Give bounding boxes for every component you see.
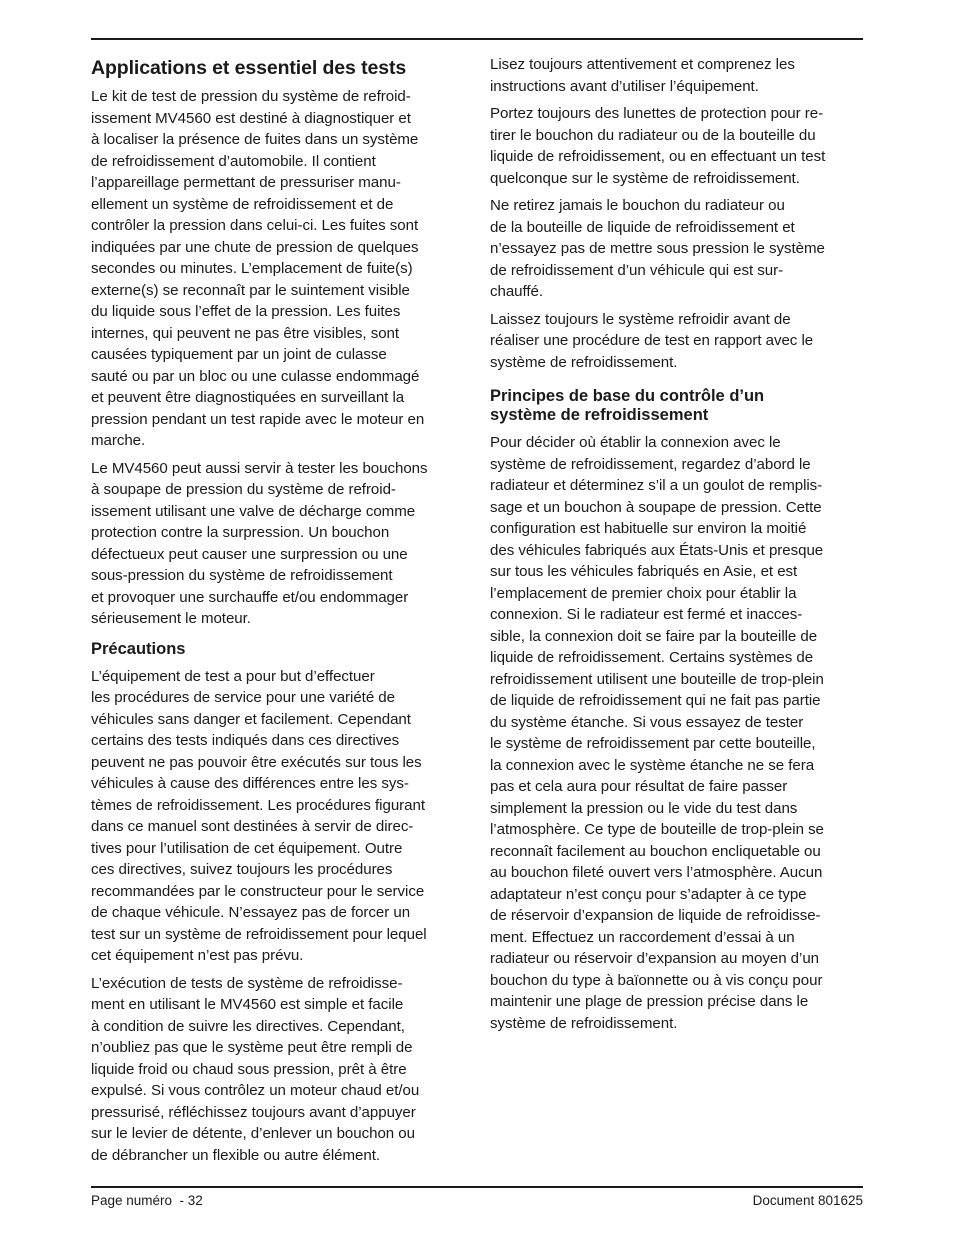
paragraph-execution: L’exécution de tests de système de refroidisse- ment en utilisant le MV4560 est simple et facile à condition de suivre les directives. Cependant, n’oubliez pas que le système peut être rempli de liquide froid ou chaud sous pression, prêt à être expulsé. Si vous contrôlez un moteur chaud et/ou pressurisé, réfléchissez toujours avant d’appuyer sur le levier de détente, d’enlever un bouchon ou de débrancher un flexible ou autre élément. [91, 974, 420, 1164]
paragraph-lisez: Lisez toujours attentivement et comprenez les instructions avant d’utiliser l’équipement. [490, 56, 795, 95]
heading-applications: Applications et essentiel des tests [91, 57, 407, 79]
document-number: Document 801625 [752, 1193, 863, 1208]
top-rule [91, 38, 863, 40]
paragraph-kit-description: Le kit de test de pression du système de refroid- issement MV4560 est destiné à diagnostiquer et à localiser la présence de fuites dans un système de refroidissement d’automobile. Il contient l’appareillage permettant de pressuriser manu- ellement un système de refroidissement et de contrôler la pression dans celui-ci. Les fuites sont indiquées par une chute de pression de quelques secondes ou minutes. L’emplacement de fuite(s) externe(s) se reconnaît par le suintement visible du liquide sous l’effet de la pression. Les fuites internes, qui peuvent ne pas être visibles, sont causées typiquement par un joint de culasse sauté ou par un bloc ou une culasse endommagé et peuvent être diagnostiquées en surveillant la pression pendant un test rapide avec le moteur en marche. [91, 88, 425, 449]
left-column [91, 54, 463, 1172]
paragraph-equipement: L’équipement de test a pour but d’effectuer les procédures de service pour une variété de véhicules sans danger et facilement. Cependant certains des tests indiqués dans ces directives peuvent ne pas pouvoir être exécutés sur tous les véhicules à cause des différences entre les sys- tèmes de refroidissement. Les procédures figurant dans ce manuel sont destinées à servir de direc- tives pour l’utilisation de cet équipement. Outre ces directives, suivez toujours les procédures recommandées par le constructeur pour le service de chaque véhicule. N’essayez pas de forcer un test sur un système de refroidissement pour lequel cet équipement n’est pas prévu. [91, 667, 427, 964]
paragraph-laissez: Laissez toujours le système refroidir avant de réaliser une procédure de test en rapport avec le système de refroidissement. [490, 310, 814, 371]
paragraph-portez: Portez toujours des lunettes de protection pour re- tirer le bouchon du radiateur ou de la bouteille du liquide de refroidissement, ou en effectuant un test quelconque sur le système de refroidissement. [490, 105, 826, 187]
paragraph-principes: Pour décider où établir la connexion avec le système de refroidissement, regardez d’abord le radiateur et déterminez s’il a un goulot de remplis- sage et un bouchon à soupape de pression. Cette configuration est habituelle sur environ la moitié des véhicules fabriqués aux États-Unis et presque sur tous les véhicules fabriqués en Asie, et est l’emplacement de premier choix pour établir la connexion. Si le radiateur est fermé et inacces- sible, la connexion doit se faire par la bouteille de liquide de refroidissement. Certains systèmes de refroidissement utilisent une bouteille de trop-plein de liquide de refroidissement qui ne fait pas partie du système étanche. Si vous essayez de tester le système de refroidissement par cette bouteille, la connexion avec le système étanche ne se fera pas et cela aura pour résultat de faire passer simplement la pression ou le vide du test dans l’atmosphère. Ce type de bouteille de trop-plein se reconnaît facilement au bouchon encliquetable ou au bouchon fileté ouvert vers l’atmosphère. Aucun adaptateur n’est conçu pour s’adapter à ce type de réservoir d’expansion de liquide de refroidisse- ment. Effectuez un raccordement d’essai à un radiateur ou réservoir d’expansion au moyen d’un bouchon du type à baïonnette ou à vis conçu pour maintenir une plage de pression précise dans le système de refroidissement. [490, 434, 824, 1032]
heading-precautions: Précautions [91, 639, 186, 658]
bottom-rule [91, 1186, 863, 1188]
heading-principes: Principes de base du contrôle d’un système de refroidissement [490, 387, 765, 424]
page-number: Page numéro - 32 [91, 1193, 203, 1208]
paragraph-ne-retirez: Ne retirez jamais le bouchon du radiateur ou de la bouteille de liquide de refroidissement et n’essayez pas de mettre sous pression le système de refroidissement d’un véhicule qui est sur- chauffé. [490, 197, 825, 300]
right-column [490, 54, 864, 1040]
paragraph-bouchons: Le MV4560 peut aussi servir à tester les bouchons à soupape de pression du système de refroid- issement utilisant une valve de décharge comme protection contre la surpression. Un bouchon défectueux peut causer une surpression ou une sous-pression du système de refroidissement et provoquer une surchauffe et/ou endommager sérieusement le moteur. [91, 459, 428, 627]
